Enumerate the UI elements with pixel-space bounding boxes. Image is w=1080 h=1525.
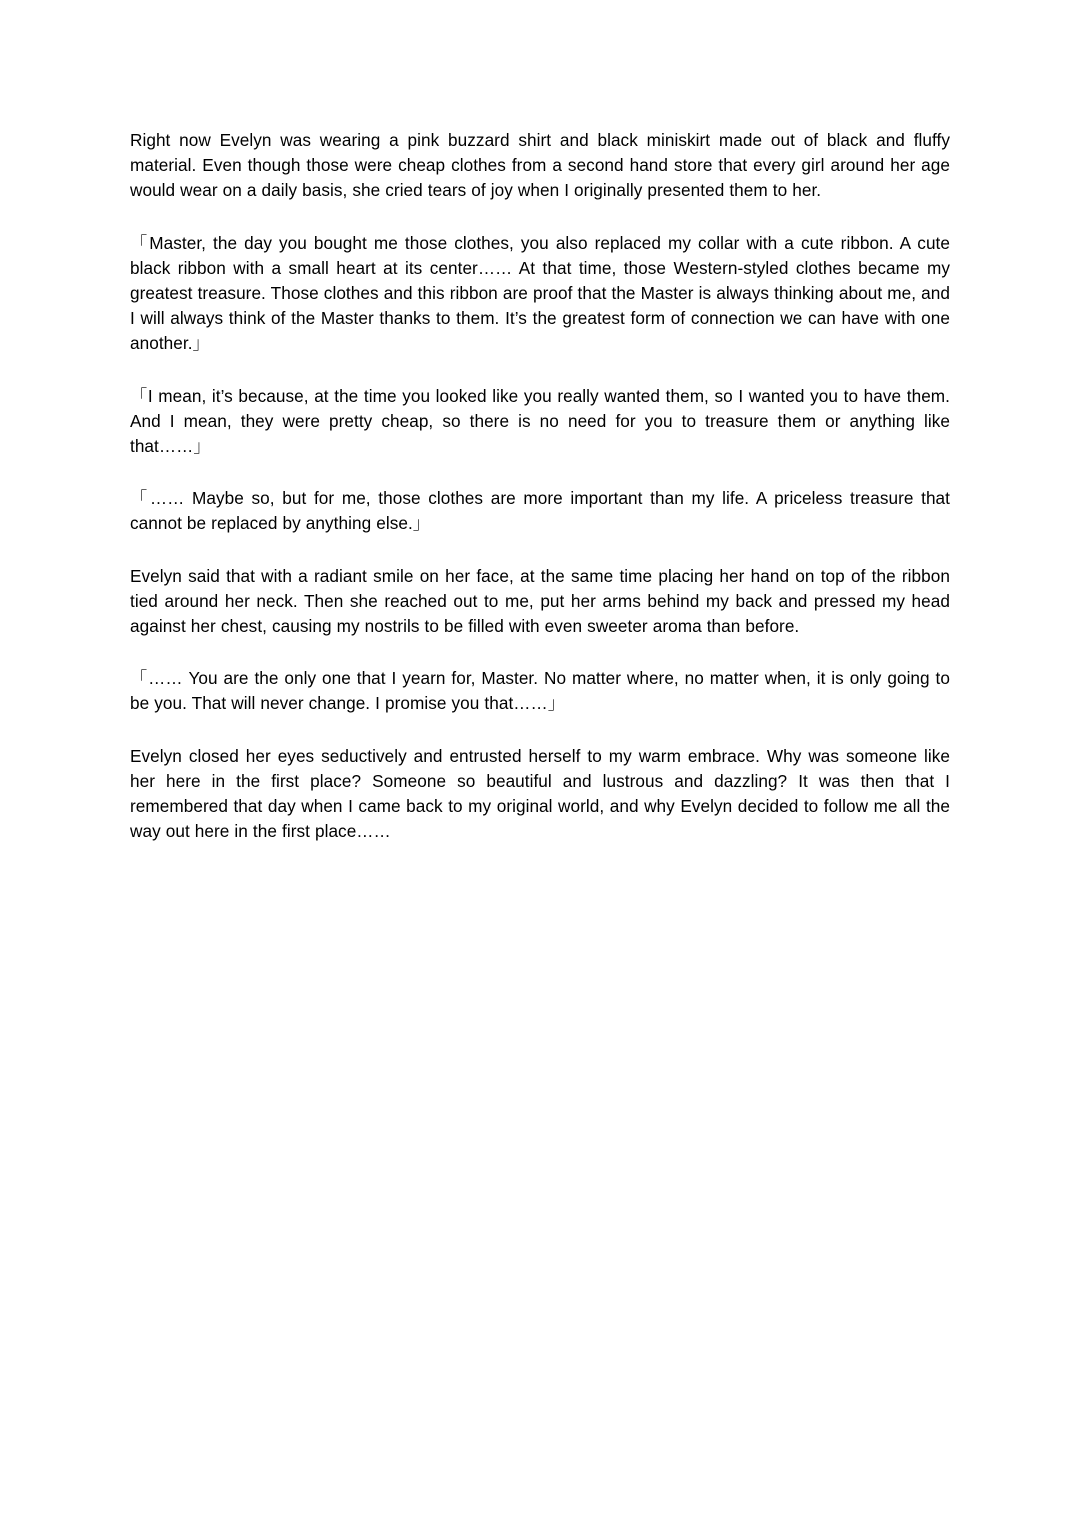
paragraph-narration-1: Right now Evelyn was wearing a pink buzzard shirt and black miniskirt made out of black and fluffy material. Even though those were cheap clothes from a second hand store that every girl around her age would wear on a daily basis, she cried tears of joy when I originally presented them to her. xyxy=(130,130,950,201)
paragraph-dialogue-3: 「…… Maybe so, but for me, those clothes are more important than my life. A priceless treasure that cannot be replaced by anything else.」 xyxy=(130,488,950,534)
paragraph-narration-3: Evelyn closed her eyes seductively and entrusted herself to my warm embrace. Why was someone like her here in the first place? Someone so beautiful and lustrous and dazzling? It was then that I remembered that day when I came back to my original world, and why Evelyn decided to follow me all the way out here in the first place…… xyxy=(130,745,950,842)
paragraph-narration-2: Evelyn said that with a radiant smile on her face, at the same time placing her hand on top of the ribbon tied around her neck. Then she reached out to me, put her arms behind my back and pressed my head against her chest, causing my nostrils to be filled with even sweeter aroma than before. xyxy=(130,565,950,637)
body-text-column xyxy=(130,128,950,844)
paragraph-dialogue-4: 「…… You are the only one that I yearn for, Master. No matter where, no matter when, it is only going to be you. That will never change. I promise you that……」 xyxy=(130,668,950,714)
paragraph-dialogue-2: 「I mean, it’s because, at the time you looked like you really wanted them, so I wanted you to have them. And I mean, they were pretty cheap, so there is no need for you to treasure them or anything like that……」 xyxy=(130,385,950,457)
paragraph-dialogue-1: 「Master, the day you bought me those clothes, you also replaced my collar with a cute ribbon. A cute black ribbon with a small heart at its center…… At that time, those Western-styled clothes became my greatest treasure. Those clothes and this ribbon are proof that the Master is always thinking about me, and I will always think of the Master thanks to them. It’s the greatest form of connection we can have with one another.」 xyxy=(130,232,950,354)
